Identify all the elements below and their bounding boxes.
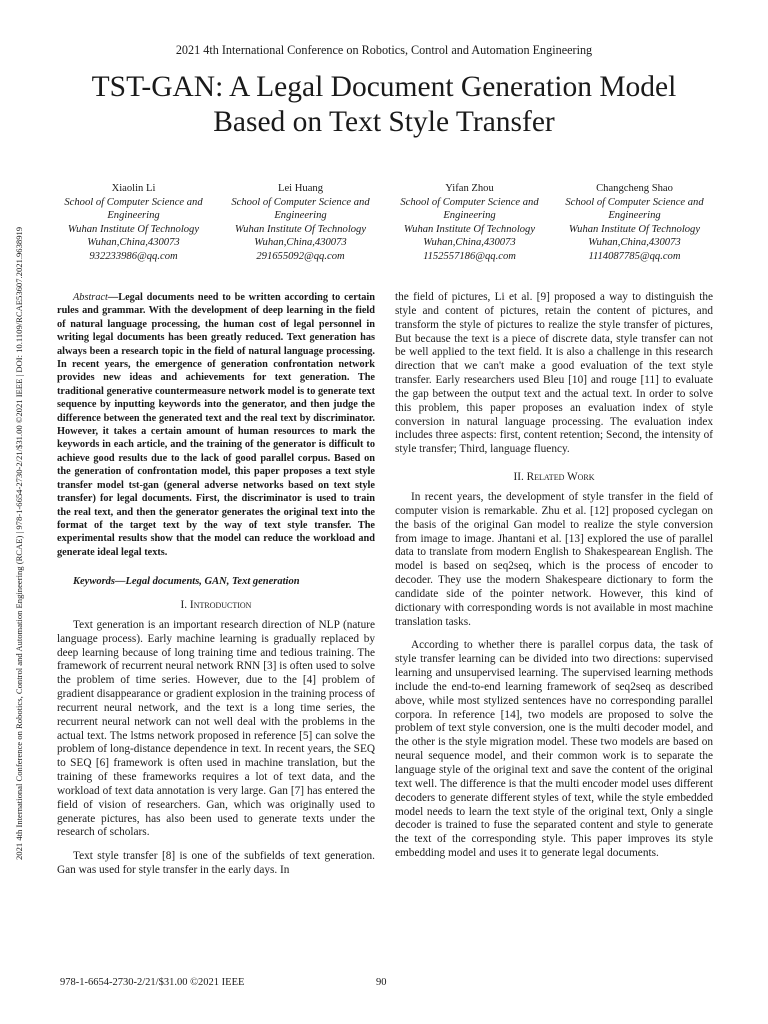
author-dept: School of Computer Science and [64, 196, 203, 208]
abstract [57, 291, 375, 559]
author-name: Lei Huang [277, 183, 323, 194]
author-name: Changcheng Shao [596, 183, 673, 194]
section-heading-related-work: II. Related Work [513, 471, 595, 484]
author-institution: Wuhan Institute Of Technology [234, 223, 367, 235]
author-email: 1114087785@qq.com [588, 250, 681, 262]
author-dept: School of Computer Science and [400, 196, 539, 208]
intro-paragraph-2: Text style transfer [8] is one of the subfields of text generation. Gan was used for style transfer in the early days. In [57, 850, 375, 877]
author-4 [552, 182, 717, 264]
abstract-body: —Legal documents need to be written according to certain rules and grammar. With the development of deep learning in the field of natural language processing, the human cost of legal personnel in writing legal documents has been greatly reduced. Text generation has always been a research topic in the field of natural language processing. In recent years, the emergence of generation confrontation network provides new ideas and achievements for text generation. The traditional generative countermeasure network model is to generate text sequence by inputting keywords into the generator, and then judge the difference between the generated text and the real text by discriminator. However, it takes a certain amount of human resources to mark the keywords in each article, and the training of the generator is difficult to achieve good results due to the lack of good parallel corpus. Based on the generation of confrontation model, this paper proposes a text style transfer model tst-gan (general adverse networks based on text style transfer) for legal documents. First, the discriminator is used to train the real text, and then the generator generates the original text into the format of the target text by the way of text style transfer. The experimental results show that the model can reduce the workload and generate ideal legal texts. [57, 292, 375, 558]
author-email: 1152557186@qq.com [423, 250, 516, 262]
author-3 [387, 182, 552, 264]
intro-paragraph-1: Text generation is an important research direction of NLP (nature language process). Early machine learning is gradually replaced by deep learning because of long training time and tedious training. The framework of recurrent neural network RNN [3] is often used to solve the problem of time series. However, due to the [4] problem of gradient disappearance or gradient explosion in the training process of recurrent neural network, and the text is a long time series, the recurrent neural network can not well deal with the problems in the actual text. The lstms network proposed in reference [5] can solve the problem of long-distance dependence in text. In recent years, the SEQ to SEQ [6] framework is often used in machine translation, but the training of these frameworks requires a lot of text data, and the workload of text data annotation is very large. Gan [7] has entered the field of vision of researchers. Gan, which was originally used to generate pictures, has also been used to generate texts under the research of scholars. [57, 618, 375, 839]
author-institution: Wuhan Institute Of Technology [67, 223, 200, 235]
title-line-1: TST-GAN: A Legal Document Generation Model [91, 71, 677, 103]
author-city: Wuhan,China,430073 [588, 237, 681, 249]
author-dept: School of Computer Science and [565, 196, 704, 208]
page-number: 90 [376, 977, 387, 988]
paragraph-gap [395, 629, 713, 639]
left-column [57, 291, 375, 878]
keywords: Keywords—Legal documents, GAN, Text generation [73, 576, 300, 588]
author-email: 291655092@qq.com [256, 250, 345, 262]
author-city: Wuhan,China,430073 [423, 237, 516, 249]
related-work-paragraph-2: According to whether there is parallel corpus data, the task of style transfer learning can be divided into two directions: supervised learning and unsupervised learning. The supervised learning methods include the end-to-end learning framework of seq2seq as described above, while most stylized sentences have no corresponding parallel corpora. In reference [14], two models are proposed to solve the problem of text style conversion, one is the multi decoder model, and the other is the style migration model. These two models are based on neural sequence model, and their common work is to separate the language style of the original text and save the content of the original text well. The difference is that the multi encoder model uses different decoders to generate different styles of text, while the style embedded model needs to learn the text style of the original text, Only a single decoder is trained to fuse the separated content and style to generate the text of the corresponding style. This paper improves its style embedding model and uses it to generate legal documents. [395, 639, 713, 860]
author-institution: Wuhan Institute Of Technology [568, 223, 701, 235]
author-dept-2: Engineering [443, 210, 496, 222]
author-dept-2: Engineering [107, 210, 160, 222]
conference-header: 2021 4th International Conference on Robotics, Control and Automation Engineering [175, 43, 593, 57]
right-column [395, 291, 713, 861]
paper-title [60, 70, 708, 140]
author-1 [51, 182, 216, 264]
footer-copyright: 978-1-6654-2730-2/21/$31.00 ©2021 IEEE [60, 977, 245, 988]
related-work-paragraph-1: In recent years, the development of style transfer in the field of computer vision is remarkable. Zhu et al. [12] proposed cyclegan on the basis of the original Gan model to realize the style conversion from image to image. Jhantani et al. [13] explored the use of parallel data to translate from modern English to Shakespearean English. The model is based on seq2seq, which is the process of encoder to decoder. They use the modern Shakespeare dictionary to form the candidate side of the pointer network. However, this kind of dictionary with corresponding words is not available in most machine translation tasks. [395, 490, 713, 628]
paragraph-gap [57, 840, 375, 850]
author-city: Wuhan,China,430073 [254, 237, 347, 249]
side-citation-strip [14, 128, 26, 870]
side-citation-text: 2021 4th International Conference on Robotics, Control and Automation Engineering (RCAE) | 978-1-6654-2730-2/21/$31.00 ©2021 IEEE | DOI: 10.1109/RCAE53607.2021.9638919 [14, 226, 24, 860]
intro-paragraph-continued: the field of pictures, Li et al. [9] proposed a way to distinguish the style and content of pictures, retain the content of pictures, and transform the style of pictures to realize the style transfer of pictures, But because the text is a piece of discrete data, style transfer can not be well applied to the text field. It is also a challenge in this research direction that we can't make a good evaluation of the text style transfer. Early researchers used Bleu [10] and rouge [11] to evaluate the gap between the output text and the actual text. In order to solve this problem, this paper proposes an evaluation index of style conversion in natural language processing. The evaluation index includes three aspects: first, content retention; Second, the intensity of style transfer; Third, language fluency. [395, 291, 713, 456]
author-city: Wuhan,China,430073 [87, 237, 180, 249]
author-2 [218, 182, 383, 264]
author-name: Yifan Zhou [445, 183, 494, 194]
author-dept-2: Engineering [274, 210, 327, 222]
section-heading-introduction: I. Introduction [180, 598, 252, 611]
author-name: Xiaolin Li [111, 183, 156, 194]
author-dept-2: Engineering [608, 210, 661, 222]
author-email: 932233986@qq.com [89, 250, 178, 262]
author-dept: School of Computer Science and [231, 196, 370, 208]
author-institution: Wuhan Institute Of Technology [403, 223, 536, 235]
title-line-2: Based on Text Style Transfer [213, 106, 555, 138]
abstract-lead: Abstract [73, 292, 108, 303]
